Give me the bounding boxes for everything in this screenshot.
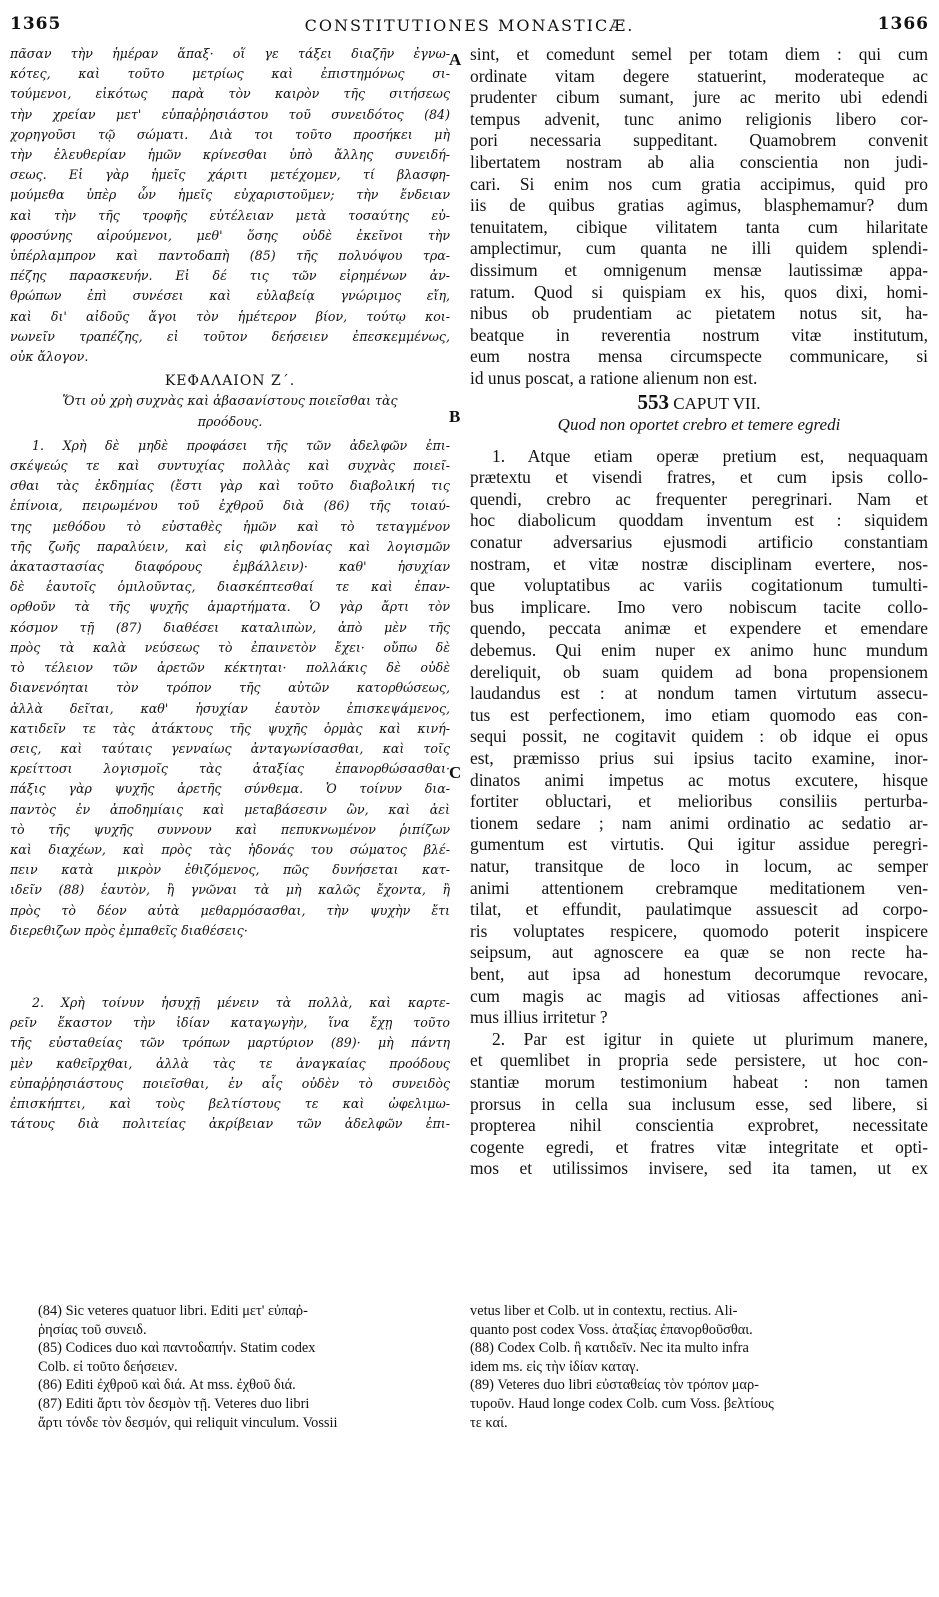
text-line: χορηγοῦσι τῷ σώματι. Διὰ τοι τοῦτο προσήκει μὴ: [10, 126, 450, 142]
text-line: τὴν χρείαν μετ' εὐπαῤῥησιάστου τοῦ συνειδότος (84): [10, 106, 450, 122]
text-line: bent, aut ipsa ad honestum decorumque revocare,: [470, 963, 928, 984]
text-line: idem ms. εἰς τὴν ἰδίαν καταγ.: [470, 1358, 640, 1375]
text-line: πρὸς τὰ καλὰ νεύσεως τὸ ἐπαινετὸν ἔχει· οὔπω δὲ: [10, 639, 450, 655]
text-line: ἀλλὰ δεῖται, καθ' ἡσυχίαν ἑαυτὸν ἐπισκεψάμενος,: [10, 700, 450, 716]
text-line: 1. Atque etiam operæ pretium est, nequaquam: [492, 445, 928, 466]
text-line: τε καί.: [470, 1414, 508, 1431]
text-line: κόσμον τῇ (87) διαθέσει καταλιπὼν, ἀπὸ μὲν τῆς: [10, 619, 450, 635]
latin-chapter-heading: [470, 392, 928, 415]
text-line: ῥησίας τοῦ συνειδ.: [38, 1321, 147, 1338]
text-line: ὑπέρλαμπρον καὶ παντοδαπὴ (85) τῆς πολυόψου τρα-: [10, 248, 450, 264]
text-line: τὸ τῆς ψυχῆς συννουν καὶ πεπυκνωμένον ῥιπίζων: [10, 821, 450, 837]
text-line: ordinate vitam degere statuerint, moderateque ac: [470, 65, 928, 86]
text-line: διανενόηται τὸν τρόπον τῆς αὐτῶν κατορθώσεως,: [10, 680, 450, 696]
text-line: Colb. εἰ τοῦτο δεήσειεν.: [38, 1358, 178, 1375]
text-line: παντὸς ἐν ἀποδημίαις καὶ μεταβάσεσιν ὢν, καὶ ἀεὶ: [10, 801, 450, 817]
text-line: eum nostra mensa circumspecte communicare, si: [470, 346, 928, 367]
text-line: quendo, peccata animæ et expendere et emendare: [470, 618, 928, 639]
text-line: gumentum est virtutis. Qui igitur assidue peregri-: [470, 834, 928, 855]
text-line: tenuitatem, cibique vilitatem tanta cum hilaritate: [470, 216, 928, 237]
text-line: τῆς εὐσταθείας τῶν τρόπων μαρτύριον (89)· μὴ πάντη: [10, 1035, 450, 1051]
text-line: τὸ τέλειον τῶν ἀρετῶν κέκτηται· πολλάκις δὲ οὐδὲ: [10, 660, 450, 676]
text-line: sequi possit, ne cogitavit quidem : ob idque ei opus: [470, 726, 928, 747]
text-line: animi attentionem crebramque meditationem ven-: [470, 877, 928, 898]
text-line: ορθοῦν τὰ τῆς ψυχῆς ἁμαρτήματα. Ὁ γὰρ ἄρτι τὸν: [10, 599, 450, 615]
text-line: tilat, et effundit, paulatimque assuescit ad corpo-: [470, 899, 928, 920]
text-line: que voluptatibus ac variis cogitationum tumulti-: [470, 575, 928, 596]
text-line: cum magis ac magis ad vitiosas affectiones ani-: [470, 985, 928, 1006]
text-line: mus illius irritetur ?: [470, 1007, 608, 1028]
running-header: [0, 14, 939, 40]
text-line: διερεθιζων πρὸς ἐμπαθεῖς διαθέσεις·: [10, 922, 248, 938]
text-line: ἐπίνοια, πειρωμένου τοῦ ἐχθροῦ διὰ (86) τῆς τοιαύ-: [10, 498, 450, 514]
greek-column: [10, 44, 450, 1134]
page-number-left: 1365: [10, 14, 62, 34]
margin-letter-c: C: [449, 763, 462, 782]
text-line: iis de quibus gratias agimus, blasphemamur? dum: [470, 195, 928, 216]
text-line: quendi, crebro ac frequenter peregrinari. Nam et: [470, 488, 928, 509]
footnotes-left: [38, 1302, 450, 1432]
running-title: CONSTITUTIONES MONASTICÆ.: [304, 16, 635, 35]
text-line: ratum. Quod si quispiam ex his, quos dixi, homi-: [470, 281, 928, 302]
text-line: πρὸς τὸ δέον αὐτὰ μεθαρμόσασθαι, τὴν ψυχὴν ἔτι: [10, 902, 450, 918]
text-line: τυροῦν. Haud longe codex Colb. cum Voss. βελτίους: [470, 1395, 774, 1412]
greek-intro: [10, 44, 450, 367]
text-line: δὲ ἑαυτοῖς ὁμιλοῦντας, διασκέπτεσθαί τε καὶ ἐπαν-: [10, 579, 450, 595]
text-line: κρείττοσι λογισμοῖς τὰς ἀταξίας ἐπανορθώσασθαι·: [10, 761, 450, 777]
text-line: (86) Editi ἐχθροῦ καὶ διά. At mss. ἐχθοῦ διά.: [38, 1377, 296, 1394]
text-line: tempus advenit, tunc animo religionis libero cor-: [470, 108, 928, 129]
latin-paragraph-2: [470, 1029, 928, 1180]
text-line: (89) Veteres duo libri εὐσταθείας τὸν τρόπον μαρ-: [470, 1377, 759, 1394]
text-line: Ὅτι οὐ χρὴ συχνὰς καὶ ἀβασανίστους ποιεῖσθαι τὰς: [62, 393, 398, 409]
text-line: laudandus est : at nondum tamen virtutum assecu-: [470, 683, 928, 704]
text-line: θρώπων ἐπὶ συνέσει καὶ εὐλαβείᾳ γνώριμος εἴη,: [10, 288, 450, 304]
text-line: amplectimur, cum quanta ne illi quidem splendi-: [470, 238, 928, 259]
text-line: bus implicare. Imo vero nobiscum tacite collo-: [470, 596, 928, 617]
footnotes-right: [470, 1302, 928, 1432]
text-line: seipsum, aut agnoscere ea quæ se non recte ha-: [470, 942, 928, 963]
text-line: hoc diabolicum quoddam inventum est : siquidem: [470, 510, 928, 531]
text-line: της μεθόδου τὸ εὐσταθὲς ἡμῶν καὶ τὸ τεταγμένον: [10, 518, 450, 534]
text-line: πειν κατὰ μικρὸν ἐθιζόμενος, πῶς δυνήσεται κατ-: [10, 862, 450, 878]
text-line: καὶ διαχέων, καὶ πρὸς τὰς ἡδονάς του σώματος βλέ-: [10, 841, 450, 857]
text-line: τὴν ἐλευθερίαν ἡμῶν κρίνεσθαι ὑπὸ ἄλλης συνειδή-: [10, 147, 450, 163]
text-line: prorsus in cella sua inclusum esse, sed libere, si: [470, 1093, 928, 1114]
text-line: nibus ob prudentiam ac pietatem notus sit, ha-: [470, 303, 928, 324]
text-line: beatque in reverentia nostrum vitæ institutum,: [470, 324, 928, 345]
text-line: σεις, καὶ ταύταις γενναίως ἀνταγωνίσασθαι, καὶ τοῖς: [10, 740, 450, 756]
text-line: μὲν καθεῖρχθαι, ἀλλὰ τὰς τε ἀναγκαίας προόδους: [10, 1055, 450, 1071]
text-line: natur, transitque de loco in locum, ac semper: [470, 855, 928, 876]
text-line: ιδεῖν (88) ἑαυτὸν, ἢ γνῶναι τὰ μὴ καλῶς ἔχοντα, ἢ: [10, 882, 450, 898]
text-line: dereliquit, ob suam quidem ad bona propensionem: [470, 661, 928, 682]
text-line: vetus liber et Colb. ut in contextu, rectius. Ali-: [470, 1303, 738, 1319]
text-line: fortiter obluctari, et melioribus consiliis perturba-: [470, 791, 928, 812]
text-line: quanto post codex Voss. ἀταξίας ἐπανορθοῦσθαι.: [470, 1321, 753, 1338]
text-line: dinatos animi impetus ac motus excutere, hisque: [470, 769, 928, 790]
margin-letter-a: A: [449, 50, 462, 69]
latin-chapter-subtitle: Quod non oportet crebro et temere egredi: [557, 415, 841, 435]
text-line: nostram, et vitæ nostræ disciplinam evertere, nos-: [470, 553, 928, 574]
text-line: cari. Si enim nos cum gratia accipimus, quid pro: [470, 173, 928, 194]
text-line: σεως. Εἰ γὰρ ἡμεῖς χάριτι μετέχομεν, τί βλασφη-: [10, 167, 450, 183]
text-line: ris voluptates respicere, quomodo poterit inspicere: [470, 920, 928, 941]
text-line: sint, et comedunt semel per totam diem : qui cum: [470, 44, 928, 64]
text-line: πέζης παρασκευήν. Εἰ δέ τις τῶν εἰρημένων ἀν-: [10, 268, 450, 284]
text-line: 2. Χρὴ τοίνυν ἡσυχῇ μένειν τὰ πολλὰ, καὶ καρτε-: [32, 994, 450, 1010]
text-line: κατιδεῖν τε τὰς ἀτάκτους τῆς ψυχῆς ὁρμὰς καὶ κινή-: [10, 720, 450, 736]
text-line: ρεῖν ἕκαστον τὴν ἰδίαν καταγωγὴν, ἵνα ἔχῃ τοῦτο: [10, 1015, 450, 1031]
text-line: tus est perfectionem, imo etiam quomodo eas con-: [470, 704, 928, 725]
text-line: conatur adversarius ejusmodi artificio constantiam: [470, 532, 928, 553]
text-line: καὶ δι' αἰδοῦς ἄγοι τὸν ἡμέτερον βίον, τούτῳ κοι-: [10, 308, 450, 324]
text-line: dissimum et omnigenum mensæ lautissimæ appa-: [470, 259, 928, 280]
greek-paragraph-1: [10, 436, 450, 941]
text-line: pori necessaria suppeditant. Quamobrem convenit: [470, 130, 928, 151]
text-line: φροσύνης αἱρούμενοι, μεθ' ὅσης οὐδὲ ἐκεῖνοι τὴν: [10, 227, 450, 243]
text-line: τάτους διὰ πολιτείας ἀκρίβειαν τῶν ἀδελφῶν ἐπι-: [10, 1116, 450, 1132]
text-line: σκέψεώς τε καὶ συντυχίας πολλὰς καὶ συχνὰς ποιεῖ-: [10, 458, 450, 474]
text-line: 1. Χρὴ δὲ μηδὲ προφάσει τῆς τῶν ἀδελφῶν ἐπι-: [32, 437, 450, 453]
text-line: (88) Codex Colb. ἢ κατιδεῖν. Nec ita multo infra: [470, 1340, 749, 1357]
latin-intro: [470, 44, 928, 390]
text-line: τῆς ζωῆς παραλύειν, καὶ εἰς φιληδονίας καὶ λογισμῶν: [10, 538, 450, 554]
text-line: (87) Editi ἄρτι τὸν δεσμὸν τῇ. Veteres duo libri: [38, 1395, 310, 1412]
latin-paragraph-1: [470, 446, 928, 1029]
text-line: (85) Codices duo καὶ παντοδαπήν. Statim codex: [38, 1340, 316, 1357]
text-line: mos et utilissimos invisere, sed ita tamen, ut ex: [470, 1158, 928, 1179]
text-line: προόδους.: [197, 413, 263, 429]
text-line: stantiæ morum testimonium habeat : non tamen: [470, 1071, 928, 1092]
text-line: cogente egredi, et fratres vitæ integritate et opti-: [470, 1136, 928, 1157]
text-line: debemus. Qui enim nuper ex animo hunc mundum: [470, 640, 928, 661]
text-line: καὶ τὴν τῆς τροφῆς εὐτέλειαν μετὰ τοσαύτης εὐ-: [10, 207, 450, 223]
text-line: tionem sedare ; nam animi ordinatio ac sedatio ar-: [470, 812, 928, 833]
text-line: κότες, καὶ τοῦτο μετρίως καὶ ἐπιστημόνως σι-: [10, 66, 450, 82]
text-line: libertatem nostram ab alia conscientia non judi-: [470, 151, 928, 172]
latin-column: [470, 44, 928, 1180]
greek-paragraph-2: [10, 993, 450, 1134]
text-line: est, præmisso prius sui ipsius tacito examine, inor-: [470, 748, 928, 768]
text-line: μούμεθα ὑπὲρ ὧν ἡμεῖς εὐχαριστοῦμεν; τὴν ἔνδειαν: [10, 187, 450, 203]
chapter-label: CAPUT VII.: [673, 393, 761, 413]
section-number: 553: [637, 391, 670, 414]
greek-chapter-subtitle: [10, 391, 450, 431]
text-line: τούμενοι, εἰκότως παρὰ τὸν καιρὸν τῆς σιτήσεως: [10, 86, 450, 102]
margin-letter-b: B: [449, 407, 461, 426]
text-line: εὐπαῤῥησιάστους ποιεῖσθαι, ἐν αἷς οὐδὲν τὸ συνειδὸς: [10, 1075, 450, 1091]
text-line: 2. Par est igitur in quiete ut plurimum manere,: [492, 1028, 928, 1049]
text-line: prætextu et visendi fratres, et cum ipsis collo-: [470, 467, 928, 488]
text-line: propterea nihil conscientia exprobret, necessitate: [470, 1115, 928, 1136]
text-line: (84) Sic veteres quatuor libri. Editi μετ' εὐπαῤ-: [38, 1303, 308, 1319]
text-line: πᾶσαν τὴν ἡμέραν ἅπαξ· οἵ γε τάξει διαζῆν ἐγνω-: [10, 46, 450, 61]
text-line: νωνεῖν τραπέζης, εἰ τοῦτον δεήσειεν ἐπεσκεμμένως,: [10, 328, 450, 344]
text-line: ἐπισκήπτει, καὶ τοὺς βελτίστους τε καὶ ὠφελιμω-: [10, 1095, 450, 1111]
text-line: prudenter cibum sumant, jure ac merito ubi edendi: [470, 87, 928, 108]
page-number-right: 1366: [877, 14, 929, 34]
text-line: πάξις γὰρ ψυχῆς ἀρετῆς σύνθεμα. Ὁ τοίνυν δια-: [10, 781, 450, 797]
text-line: et quemlibet in propria sede persistere, ut hoc con-: [470, 1050, 928, 1071]
text-line: id unus poscat, a ratione alienum non est.: [470, 367, 758, 388]
text-line: σθαι τὰς ἐκδημίας (ἔστι γὰρ καὶ τοῦτο διαβολική τις: [10, 478, 450, 494]
greek-chapter-heading: ΚΕΦΑΛΑΙΟΝ Ζ΄.: [164, 373, 296, 390]
text-line: ἀκαταστασίας διαφόρους ἐμβάλλειν)· καθ' ἡσυχίαν: [10, 559, 450, 575]
text-line: οὐκ ἄλογον.: [10, 349, 89, 365]
text-line: ἄρτι τόνδε τὸν δεσμόν, qui reliquit vinculum. Vossii: [38, 1414, 338, 1431]
